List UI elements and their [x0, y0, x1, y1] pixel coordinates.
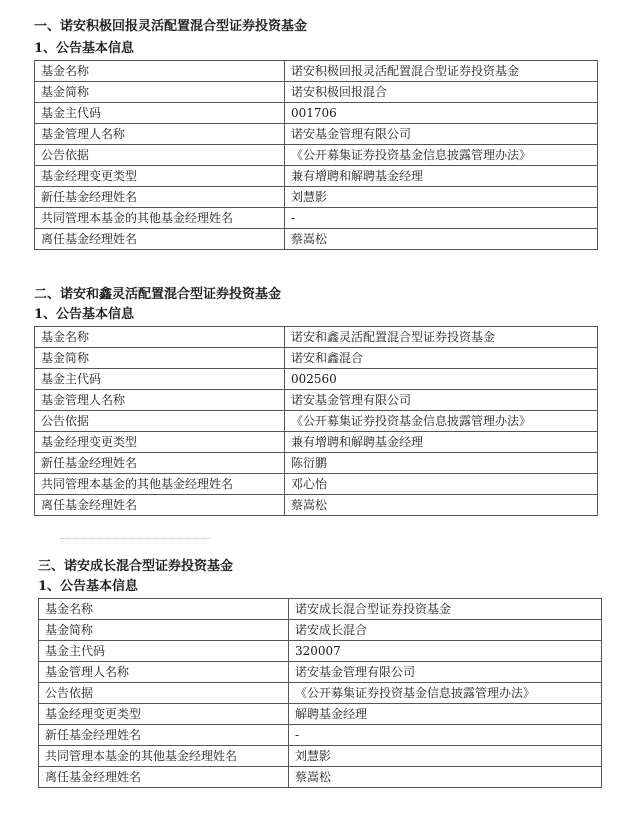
- row-value: 诺安基金管理有限公司: [285, 390, 598, 411]
- row-value: 诺安成长混合型证券投资基金: [289, 599, 602, 620]
- table-row: [39, 767, 602, 788]
- row-value: 解聘基金经理: [289, 704, 602, 725]
- row-value: 《公开募集证券投资基金信息披露管理办法》: [285, 411, 598, 432]
- table-row: [35, 390, 598, 411]
- row-key: 基金经理变更类型: [35, 432, 285, 453]
- row-value: 刘慧影: [285, 187, 598, 208]
- row-value: 320007: [289, 641, 602, 662]
- row-key: 公告依据: [39, 683, 289, 704]
- table-row: [39, 683, 602, 704]
- row-key: 基金管理人名称: [39, 662, 289, 683]
- row-value: 001706: [285, 103, 598, 124]
- row-value: 《公开募集证券投资基金信息披露管理办法》: [285, 145, 598, 166]
- table-row: [39, 662, 602, 683]
- info-table: [38, 598, 602, 788]
- table-row: [39, 704, 602, 725]
- row-value: 兼有增聘和解聘基金经理: [285, 432, 598, 453]
- row-value: 诺安基金管理有限公司: [285, 124, 598, 145]
- row-value: 蔡嵩松: [289, 767, 602, 788]
- table-row: [39, 725, 602, 746]
- row-key: 基金主代码: [35, 103, 285, 124]
- row-value: 蔡嵩松: [285, 495, 598, 516]
- row-value: 诺安积极回报灵活配置混合型证券投资基金: [285, 61, 598, 82]
- row-value: -: [289, 725, 602, 746]
- row-key: 离任基金经理姓名: [35, 495, 285, 516]
- table-row: [35, 229, 598, 250]
- row-key: 基金名称: [39, 599, 289, 620]
- table-row: [39, 620, 602, 641]
- row-key: 公告依据: [35, 411, 285, 432]
- section-subtitle: 1、公告基本信息: [34, 41, 135, 56]
- table-row: [35, 61, 598, 82]
- table-row: [35, 327, 598, 348]
- row-key: 基金主代码: [35, 369, 285, 390]
- section-title: 二、诺安和鑫灵活配置混合型证券投资基金: [34, 287, 282, 302]
- row-key: 基金经理变更类型: [39, 704, 289, 725]
- row-value: 邓心怡: [285, 474, 598, 495]
- row-key: 新任基金经理姓名: [35, 187, 285, 208]
- row-key: 基金简称: [39, 620, 289, 641]
- row-value: 兼有增聘和解聘基金经理: [285, 166, 598, 187]
- row-key: 基金管理人名称: [35, 390, 285, 411]
- row-value: 诺安基金管理有限公司: [289, 662, 602, 683]
- row-key: 基金管理人名称: [35, 124, 285, 145]
- faint-scan-artifact: [60, 538, 210, 541]
- row-value: 诺安成长混合: [289, 620, 602, 641]
- table-row: [39, 746, 602, 767]
- section-title: 一、诺安积极回报灵活配置混合型证券投资基金: [34, 19, 308, 34]
- table-row: [35, 187, 598, 208]
- table-row: [35, 495, 598, 516]
- row-key: 公告依据: [35, 145, 285, 166]
- row-value: 《公开募集证券投资基金信息披露管理办法》: [289, 683, 602, 704]
- row-key: 基金主代码: [39, 641, 289, 662]
- row-key: 基金名称: [35, 327, 285, 348]
- section-subtitle: 1、公告基本信息: [34, 307, 135, 322]
- table-row: [35, 453, 598, 474]
- row-key: 离任基金经理姓名: [39, 767, 289, 788]
- table-row: [35, 348, 598, 369]
- row-value: 002560: [285, 369, 598, 390]
- row-value: 诺安和鑫混合: [285, 348, 598, 369]
- row-key: 共同管理本基金的其他基金经理姓名: [35, 474, 285, 495]
- row-value: 刘慧影: [289, 746, 602, 767]
- row-key: 基金简称: [35, 348, 285, 369]
- row-value: -: [285, 208, 598, 229]
- table-row: [35, 82, 598, 103]
- info-table: [34, 60, 598, 250]
- row-key: 新任基金经理姓名: [35, 453, 285, 474]
- row-value: 蔡嵩松: [285, 229, 598, 250]
- table-row: [35, 124, 598, 145]
- section-title: 三、诺安成长混合型证券投资基金: [38, 559, 234, 574]
- table-row: [39, 599, 602, 620]
- table-row: [35, 474, 598, 495]
- section-subtitle: 1、公告基本信息: [38, 579, 139, 594]
- table-row: [35, 103, 598, 124]
- row-value: 陈衍鹏: [285, 453, 598, 474]
- table-row: [39, 641, 602, 662]
- row-key: 共同管理本基金的其他基金经理姓名: [35, 208, 285, 229]
- row-key: 基金经理变更类型: [35, 166, 285, 187]
- table-row: [35, 166, 598, 187]
- table-row: [35, 432, 598, 453]
- row-value: 诺安和鑫灵活配置混合型证券投资基金: [285, 327, 598, 348]
- row-key: 新任基金经理姓名: [39, 725, 289, 746]
- table-row: [35, 145, 598, 166]
- row-key: 基金名称: [35, 61, 285, 82]
- row-key: 离任基金经理姓名: [35, 229, 285, 250]
- table-row: [35, 208, 598, 229]
- info-table: [34, 326, 598, 516]
- row-value: 诺安积极回报混合: [285, 82, 598, 103]
- table-row: [35, 411, 598, 432]
- row-key: 共同管理本基金的其他基金经理姓名: [39, 746, 289, 767]
- row-key: 基金简称: [35, 82, 285, 103]
- table-row: [35, 369, 598, 390]
